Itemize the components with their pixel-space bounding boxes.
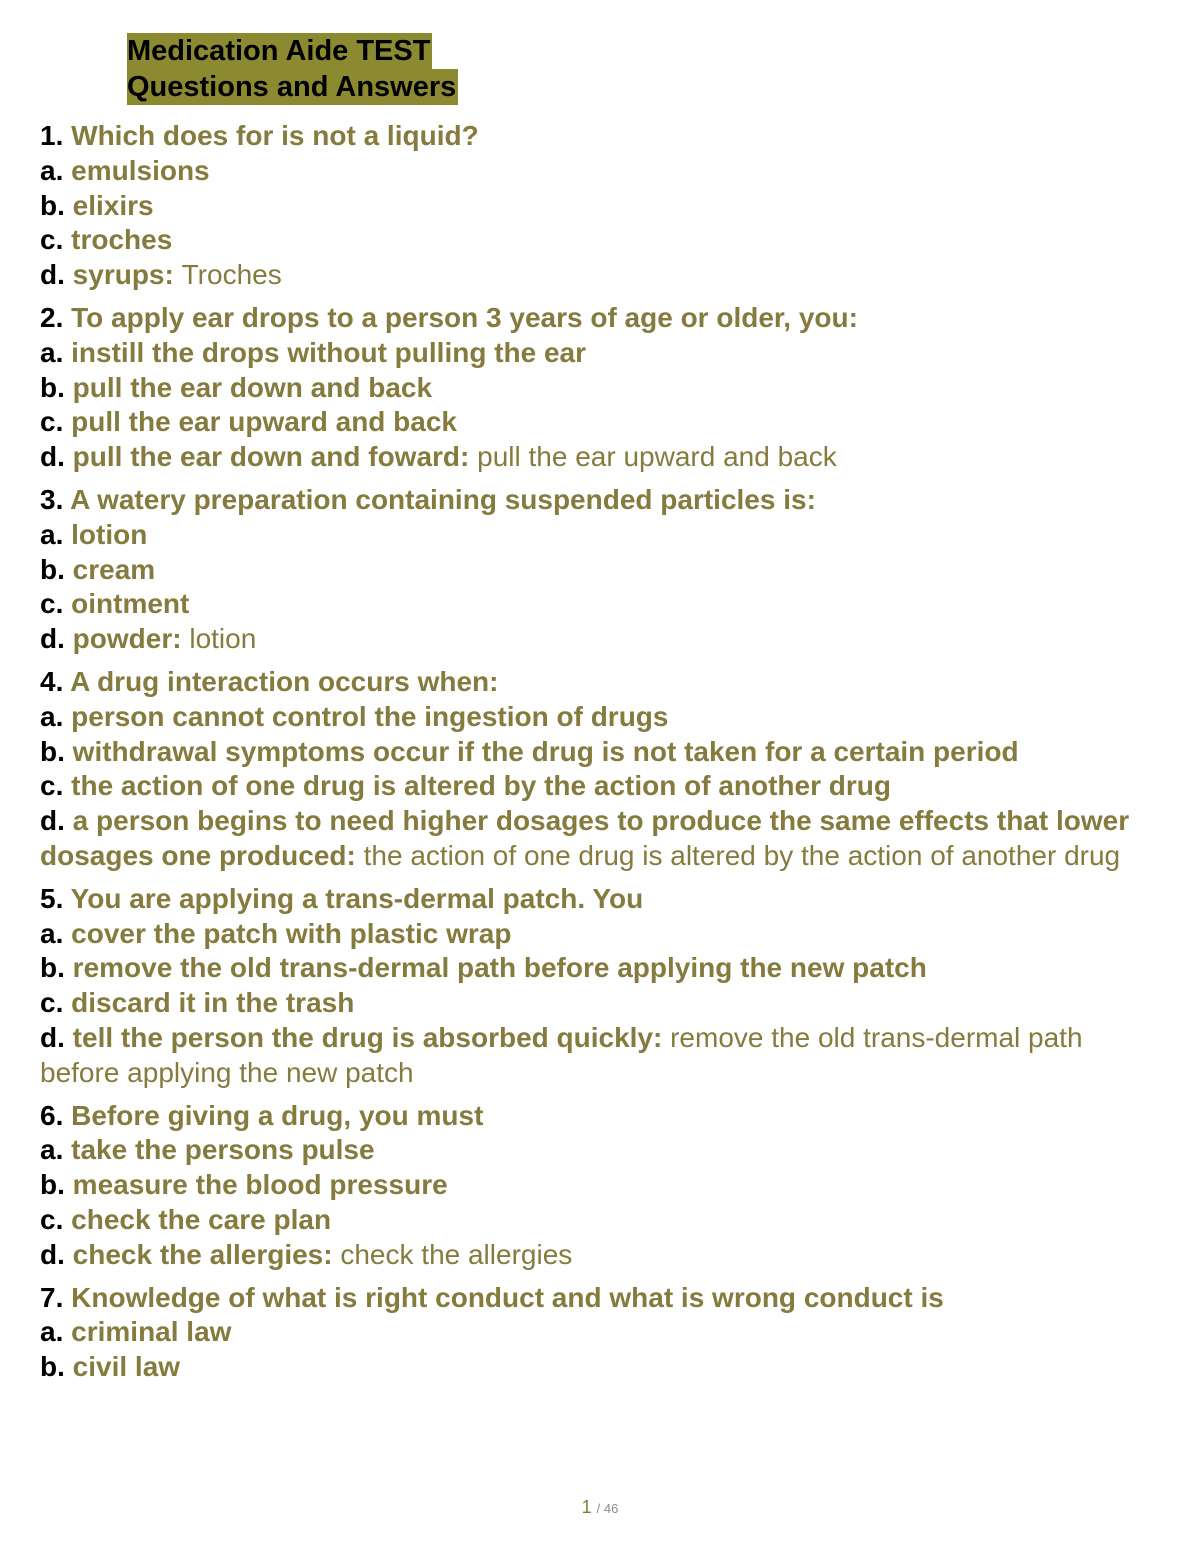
option-text: the action of one drug is altered by the action of another drug: [71, 770, 891, 802]
document-title: [127, 33, 458, 105]
question-text: To apply ear drops to a person 3 years of age or older, you:: [71, 301, 858, 333]
option-label: b.: [40, 553, 65, 585]
option-text: elixirs: [72, 189, 154, 221]
option-text: take the persons pulse: [71, 1134, 375, 1166]
question-list: [40, 119, 1150, 1393]
option-label: d.: [40, 805, 65, 837]
option-label: a.: [40, 336, 64, 368]
option-label: a.: [40, 1316, 64, 1348]
option-text: discard it in the trash: [71, 987, 355, 1019]
option-text: criminal law: [71, 1316, 232, 1348]
answer-text: the action of one drug is altered by the action of another drug: [363, 839, 1121, 871]
option-text: troches: [71, 224, 173, 256]
option-text: pull the ear down and foward:: [72, 441, 470, 473]
option-text: remove the old trans-dermal path before applying the new patch: [72, 952, 927, 984]
option-label: c.: [40, 224, 64, 256]
option-label: a.: [40, 917, 64, 949]
question-number: 4.: [40, 665, 64, 697]
option-label: a.: [40, 154, 64, 186]
option-label: a.: [40, 1134, 64, 1166]
option-label: d.: [40, 441, 65, 473]
option-text: a person begins to need higher dosages to produce the same effects that lower dosages one produced:: [40, 805, 1130, 871]
option-text: emulsions: [71, 154, 210, 186]
page-total: / 46: [596, 1501, 619, 1516]
option-label: d.: [40, 623, 65, 655]
question-text: You are applying a trans-dermal patch. You: [70, 882, 644, 914]
question-number: 3.: [40, 483, 64, 515]
option-text: instill the drops without pulling the ear: [71, 336, 587, 368]
option-label: b.: [40, 735, 65, 767]
answer-text: Troches: [181, 259, 282, 291]
option-text: pull the ear down and back: [72, 371, 433, 403]
option-text: cream: [72, 553, 156, 585]
option-text: check the allergies:: [72, 1238, 333, 1270]
option-label: d.: [40, 1021, 65, 1053]
question-4: [40, 665, 1150, 874]
question-number: 2.: [40, 301, 64, 333]
question-number: 1.: [40, 120, 64, 151]
option-label: d.: [40, 1238, 65, 1270]
question-2: [40, 301, 1150, 475]
question-text: A drug interaction occurs when:: [70, 665, 499, 697]
answer-text: check the allergies: [340, 1238, 573, 1270]
option-text: civil law: [72, 1351, 181, 1383]
option-label: b.: [40, 1169, 65, 1201]
title-line-1: Medication Aide TEST: [127, 35, 431, 67]
answer-text: lotion: [189, 623, 257, 655]
option-text: powder:: [72, 623, 182, 655]
option-label: b.: [40, 371, 65, 403]
answer-text: pull the ear upward and back: [477, 441, 837, 473]
question-text: A watery preparation containing suspended particles is:: [70, 483, 816, 515]
option-text: lotion: [71, 518, 148, 550]
question-number: 7.: [40, 1281, 64, 1313]
option-label: c.: [40, 987, 64, 1019]
page-current: 1: [581, 1497, 592, 1517]
question-7: [40, 1281, 1150, 1385]
question-text: Which does for is not a liquid?: [71, 120, 479, 151]
option-text: syrups:: [72, 259, 174, 291]
question-text: Knowledge of what is right conduct and what is wrong conduct is: [71, 1281, 944, 1313]
title-line-2: Questions and Answers: [127, 71, 457, 103]
question-6: [40, 1099, 1150, 1273]
question-3: [40, 483, 1150, 657]
option-label: c.: [40, 770, 64, 802]
option-label: a.: [40, 518, 64, 550]
question-5: [40, 882, 1150, 1091]
question-number: 6.: [40, 1099, 64, 1131]
page-indicator: [0, 1497, 1200, 1518]
answer-text: remove the old trans-dermal path before applying the new patch: [40, 1021, 1083, 1088]
option-label: a.: [40, 700, 64, 732]
question-text: Before giving a drug, you must: [71, 1099, 484, 1131]
option-text: withdrawal symptoms occur if the drug is not taken for a certain period: [72, 735, 1019, 767]
option-text: pull the ear upward and back: [71, 406, 458, 438]
option-label: c.: [40, 588, 64, 620]
option-text: check the care plan: [71, 1203, 332, 1235]
option-label: b.: [40, 1351, 65, 1383]
option-label: b.: [40, 189, 65, 221]
option-label: b.: [40, 952, 65, 984]
option-text: person cannot control the ingestion of drugs: [71, 700, 669, 732]
option-label: d.: [40, 259, 65, 291]
option-text: cover the patch with plastic wrap: [71, 917, 512, 949]
option-label: c.: [40, 1203, 64, 1235]
option-text: ointment: [71, 588, 190, 620]
option-text: tell the person the drug is absorbed quickly:: [72, 1021, 663, 1053]
option-label: c.: [40, 406, 64, 438]
question-1: [40, 119, 1150, 293]
option-text: measure the blood pressure: [72, 1169, 448, 1201]
question-number: 5.: [40, 882, 64, 914]
